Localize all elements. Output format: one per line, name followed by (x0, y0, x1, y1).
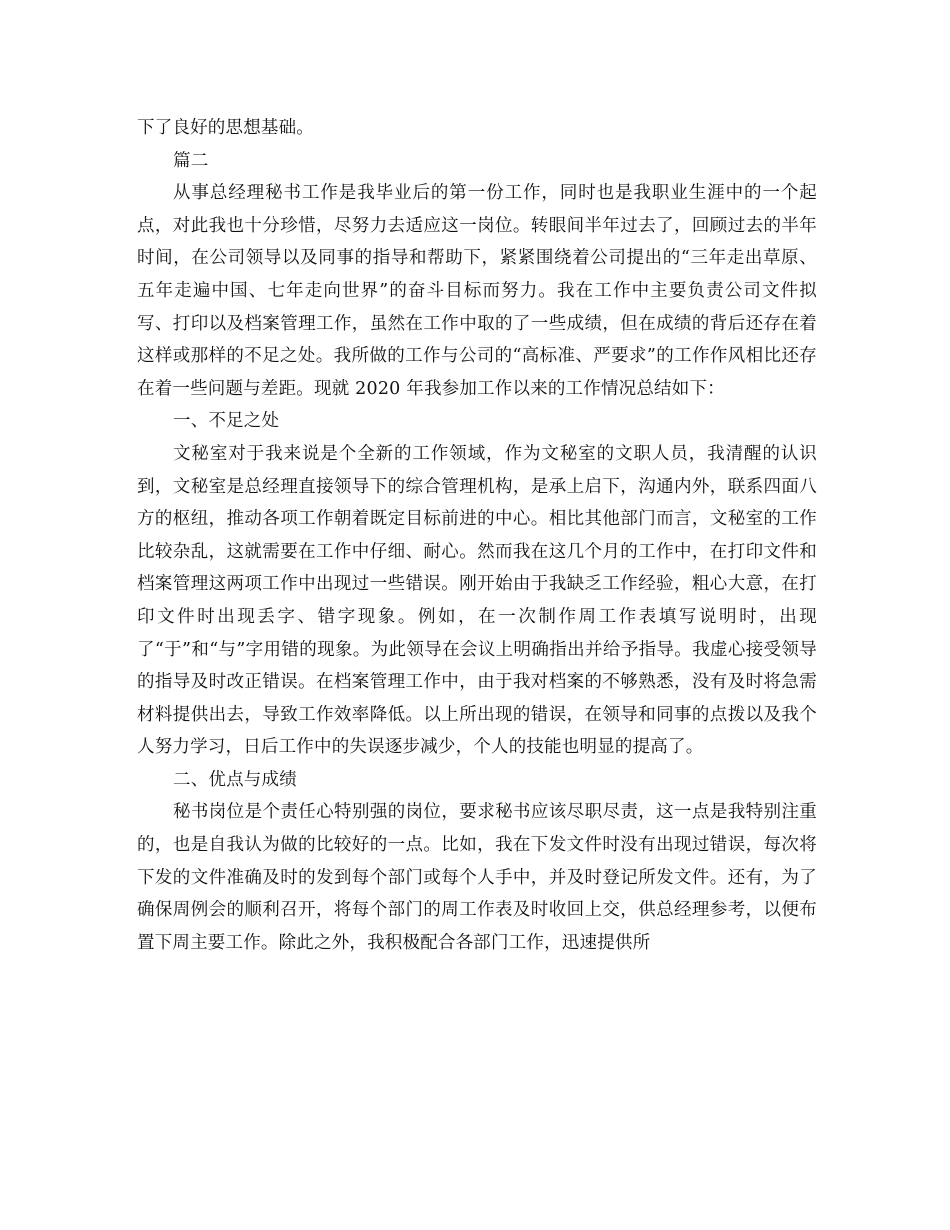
section-heading-strengths: 二、优点与成绩 (173, 769, 297, 790)
paragraph-continuation: 下了良好的思想基础。 (137, 118, 314, 138)
paragraph-intro: 从事总经理秘书工作是我毕业后的第一份工作，同时也是我职业生涯中的一个起点，对此我也十分珍惜，尽努力去适应这一岗位。转眼间半年过去了，回顾过去的半年时间，在公司领导以及同事的指导和帮助下，紧紧围绕着公司提出的“三年走出草原、五年走遍中国、七年走向世界”的奋斗目标而努力。我在工作中主要负责公司文件拟写、打印以及档案管理工作，虽然在工作中取的了一些成绩，但在成绩的背后还存在着这样或那样的不足之处。我所做的工作与公司的“高标准、严要求”的工作作风相比还存在着一些问题与差距。现就 2020 年我参加工作以来的工作情况总结如下： (137, 183, 817, 399)
section-heading-shortcomings: 一、不足之处 (173, 411, 280, 432)
paragraph-strengths: 秘书岗位是个责任心特别强的岗位，要求秘书应该尽职尽责，这一点是我特别注重的，也是自我认为做的比较好的一点。比如，我在下发文件时没有出现过错误，每次将下发的文件准确及时的发到每个部门或每个人手中，并及时登记所发文件。还有，为了确保周例会的顺利召开，将每个部门的周工作表及时收回上交，供总经理参考，以便布置下周主要工作。除此之外，我积极配合各部门工作，迅速提供所 (137, 802, 817, 953)
paragraph-shortcomings: 文秘室对于我来说是个全新的工作领域，作为文秘室的文职人员，我清醒的认识到，文秘室是总经理直接领导下的综合管理机构，是承上启下，沟通内外，联系四面八方的枢纽，推动各项工作朝着既定目标前进的中心。相比其他部门而言，文秘室的工作比较杂乱，这就需要在工作中仔细、耐心。然而我在这几个月的工作中，在打印文件和档案管理这两项工作中出现过一些错误。刚开始由于我缺乏工作经验，粗心大意，在打印文件时出现丢字、错字现象。例如，在一次制作周工作表填写说明时，出现了“于”和“与”字用错的现象。为此领导在会议上明确指出并给予指导。我虚心接受领导的指导及时改正错误。在档案管理工作中，由于我对档案的不够熟悉，没有及时将急需材料提供出去，导致工作效率降低。以上所出现的错误，在领导和同事的点拨以及我个人努力学习，日后工作中的失误逐步减少，个人的技能也明显的提高了。 (137, 443, 817, 758)
document-body (137, 112, 817, 959)
section-title-part-two: 篇二 (173, 150, 209, 171)
